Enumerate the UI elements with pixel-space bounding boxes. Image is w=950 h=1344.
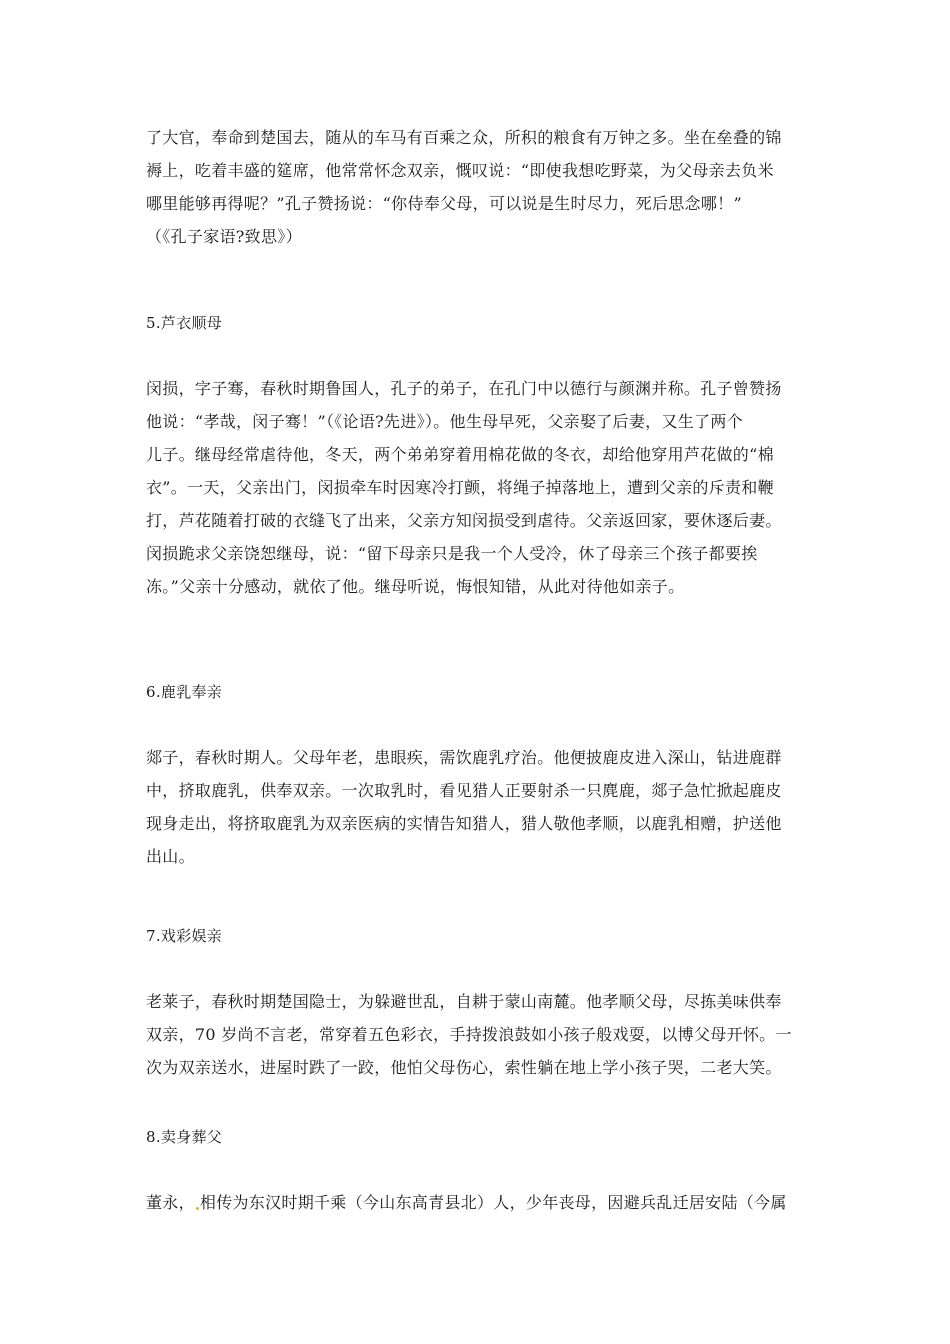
text-line: （《孔子家语?致思》） — [146, 227, 302, 246]
text-line: 双亲，70 岁尚不言老，常穿着五色彩衣，手持拨浪鼓如小孩子般戏耍，以博父母开怀。一 — [146, 1025, 792, 1044]
section-heading-6: 6.鹿乳奉亲 — [146, 683, 223, 701]
text-line: 衣”。一天，父亲出门，闵损牵车时因寒冷打颤，将绳子掉落地上，遭到父亲的斥责和鞭 — [146, 478, 774, 497]
text-line: 打，芦花随着打破的衣缝飞了出来，父亲方知闵损受到虐待。父亲返回家，要休逐后妻。 — [146, 511, 782, 530]
decorative-dot — [196, 1207, 199, 1210]
text-line: 褥上，吃着丰盛的筵席，他常常怀念双亲，慨叹说：“即使我想吃野菜，为父母亲去负米 — [146, 161, 774, 180]
paragraph-story-5 — [146, 372, 808, 603]
section-heading-5: 5.芦衣顺母 — [146, 314, 223, 332]
text-fragment: 董永， — [146, 1193, 195, 1212]
paragraph-story-7 — [146, 985, 808, 1084]
text-line: 现身走出，将挤取鹿乳为双亲医病的实情告知猎人，猎人敬他孝顺，以鹿乳相赠，护送他 — [146, 814, 782, 833]
text-fragment: 相传为东汉时期千乘（今山东高青县北）人，少年丧母，因避兵乱迁居安陆（今属 — [199, 1193, 787, 1212]
text-line: 闵损跪求父亲饶恕继母，说：“留下母亲只是我一个人受冷，休了母亲三个孩子都要挨 — [146, 544, 758, 563]
paragraph-story-6 — [146, 741, 808, 873]
text-line: 了大官，奉命到楚国去，随从的车马有百乘之众，所积的粮食有万钟之多。坐在垒叠的锦 — [146, 128, 782, 147]
text-line: 他说：“孝哉，闵子骞！”（《论语?先进》）。他生母早死，父亲娶了后妻，又生了两个 — [146, 412, 743, 431]
text-line: 中，挤取鹿乳，供奉双亲。一次取乳时，看见猎人正要射杀一只麂鹿，郯子急忙掀起鹿皮 — [146, 781, 782, 800]
section-heading-8: 8.卖身葬父 — [146, 1128, 223, 1146]
section-heading-7: 7.戏彩娱亲 — [146, 927, 223, 945]
paragraph-story-4-continued — [146, 121, 808, 253]
text-line: 出山。 — [146, 847, 195, 866]
text-line — [146, 1186, 808, 1219]
text-line: 儿子。继母经常虐待他，冬天，两个弟弟穿着用棉花做的冬衣，却给他穿用芦花做的“棉 — [146, 445, 774, 464]
paragraph-story-8 — [146, 1186, 808, 1219]
text-line: 哪里能够再得呢？”孔子赞扬说：“你侍奉父母，可以说是生时尽力，死后思念哪！” — [146, 194, 742, 213]
text-line: 闵损，字子骞，春秋时期鲁国人，孔子的弟子，在孔门中以德行与颜渊并称。孔子曾赞扬 — [146, 379, 782, 398]
text-line: 郯子，春秋时期人。父母年老，患眼疾，需饮鹿乳疗治。他便披鹿皮进入深山，钻进鹿群 — [146, 748, 782, 767]
text-line: 冻。”父亲十分感动，就依了他。继母听说，悔恨知错，从此对待他如亲子。 — [146, 577, 685, 596]
text-line: 次为双亲送水，进屋时跌了一跤，他怕父母伤心，索性躺在地上学小孩子哭，二老大笑。 — [146, 1058, 782, 1077]
text-line: 老莱子，春秋时期楚国隐士，为躲避世乱，自耕于蒙山南麓。他孝顺父母，尽拣美味供奉 — [146, 992, 782, 1011]
